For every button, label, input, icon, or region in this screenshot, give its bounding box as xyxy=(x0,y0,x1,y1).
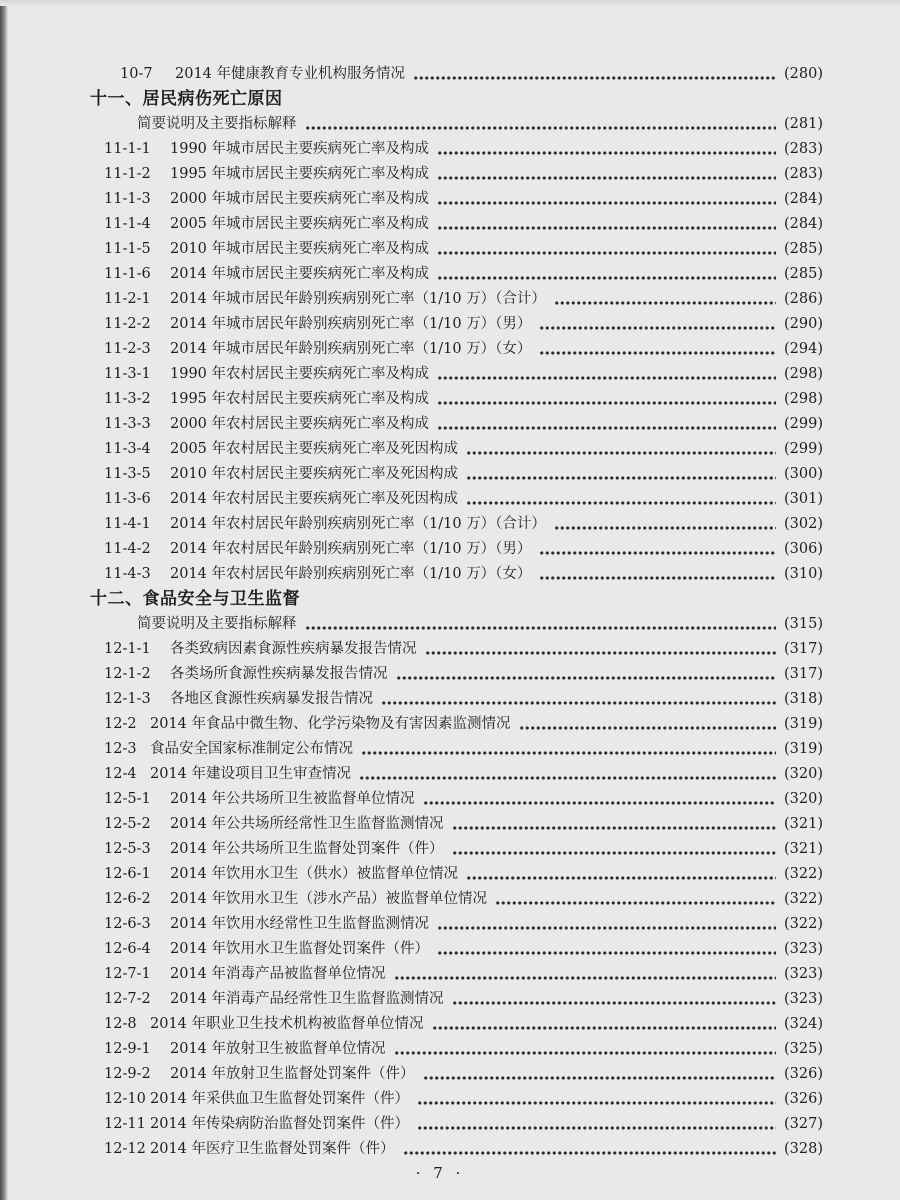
entry-number: 12-2 xyxy=(104,716,137,732)
entry-title: 2014 年城市居民年龄别疾病别死亡率（1/10 万）（女） xyxy=(170,341,532,357)
entry-title: 简要说明及主要指标解释 xyxy=(137,116,297,132)
entry-page: (321) xyxy=(784,841,823,857)
entry-number: 11-3-6 xyxy=(104,491,151,507)
entry-number: 11-1-1 xyxy=(104,141,151,157)
entry-title: 2014 年健康教育专业机构服务情况 xyxy=(175,66,406,82)
dot-leader xyxy=(417,1126,776,1130)
entry-number: 11-3-5 xyxy=(104,466,151,482)
entry-page: (322) xyxy=(784,916,823,932)
table-of-contents xyxy=(0,62,900,1162)
entry-page: (327) xyxy=(784,1116,823,1132)
entry-number: 11-1-4 xyxy=(104,216,151,232)
entry-title: 2000 年城市居民主要疾病死亡率及构成 xyxy=(170,191,430,207)
dot-leader xyxy=(466,501,776,505)
entry-number: 11-1-3 xyxy=(104,191,151,207)
toc-entry xyxy=(0,337,900,362)
entry-number: 12-5-2 xyxy=(104,816,151,832)
entry-number: 12-5-3 xyxy=(104,841,151,857)
toc-entry xyxy=(0,862,900,887)
dot-leader xyxy=(554,301,776,305)
entry-number: 10-7 xyxy=(120,66,153,82)
entry-number: 11-2-2 xyxy=(104,316,151,332)
entry-page: (299) xyxy=(784,416,823,432)
page-number: · 7 · xyxy=(415,1164,465,1182)
toc-entry xyxy=(0,237,900,262)
entry-title: 2014 年放射卫生被监督单位情况 xyxy=(170,1041,386,1057)
entry-title: 2010 年城市居民主要疾病死亡率及构成 xyxy=(170,241,430,257)
entry-title: 2014 年城市居民主要疾病死亡率及构成 xyxy=(170,266,430,282)
entry-page: (323) xyxy=(784,991,823,1007)
dot-leader xyxy=(466,476,776,480)
entry-number: 11-3-3 xyxy=(104,416,151,432)
entry-page: (284) xyxy=(784,191,823,207)
entry-number: 12-6-2 xyxy=(104,891,151,907)
entry-page: (285) xyxy=(784,241,823,257)
entry-title: 1995 年城市居民主要疾病死亡率及构成 xyxy=(170,166,430,182)
entry-page: (294) xyxy=(784,341,823,357)
entry-page: (285) xyxy=(784,266,823,282)
entry-page: (302) xyxy=(784,516,823,532)
entry-page: (323) xyxy=(784,966,823,982)
entry-title: 2014 年饮用水卫生（涉水产品）被监督单位情况 xyxy=(170,891,488,907)
toc-entry xyxy=(0,637,900,662)
entry-title: 各类致病因素食源性疾病暴发报告情况 xyxy=(170,641,417,657)
entry-title: 1990 年农村居民主要疾病死亡率及构成 xyxy=(170,366,430,382)
entry-title: 2014 年建设项目卫生审查情况 xyxy=(150,766,352,782)
dot-leader xyxy=(381,701,776,705)
entry-title: 2014 年农村居民年龄别疾病别死亡率（1/10 万）（女） xyxy=(170,566,532,582)
toc-entry xyxy=(0,787,900,812)
toc-entry xyxy=(0,737,900,762)
entry-page: (298) xyxy=(784,391,823,407)
dot-leader xyxy=(417,1101,776,1105)
toc-entry xyxy=(0,187,900,212)
entry-page: (317) xyxy=(784,666,823,682)
entry-page: (310) xyxy=(784,566,823,582)
entry-page: (328) xyxy=(784,1141,823,1157)
entry-number: 12-6-1 xyxy=(104,866,151,882)
entry-page: (326) xyxy=(784,1066,823,1082)
entry-number: 11-3-4 xyxy=(104,441,151,457)
dot-leader xyxy=(437,201,776,205)
dot-leader xyxy=(452,826,776,830)
entry-page: (318) xyxy=(784,691,823,707)
toc-entry xyxy=(0,612,900,637)
entry-title: 各地区食源性疾病暴发报告情况 xyxy=(170,691,373,707)
dot-leader xyxy=(305,626,777,630)
dot-leader xyxy=(437,176,776,180)
toc-entry xyxy=(0,112,900,137)
entry-page: (283) xyxy=(784,166,823,182)
entry-number: 12-11 xyxy=(104,1116,146,1132)
entry-page: (286) xyxy=(784,291,823,307)
entry-title: 2014 年放射卫生监督处罚案件（件） xyxy=(170,1066,415,1082)
entry-number: 12-10 xyxy=(104,1091,146,1107)
toc-entry xyxy=(0,1037,900,1062)
dot-leader xyxy=(495,901,776,905)
entry-title: 2014 年公共场所卫生监督处罚案件（件） xyxy=(170,841,444,857)
dot-leader xyxy=(466,876,776,880)
dot-leader xyxy=(361,751,776,755)
entry-title: 2014 年农村居民年龄别疾病别死亡率（1/10 万）（合计） xyxy=(170,516,546,532)
toc-entry xyxy=(0,912,900,937)
toc-entry xyxy=(0,937,900,962)
toc-entry xyxy=(0,987,900,1012)
dot-leader xyxy=(305,126,777,130)
dot-leader xyxy=(452,1001,776,1005)
toc-entry xyxy=(0,262,900,287)
toc-entry xyxy=(0,162,900,187)
toc-entry xyxy=(0,287,900,312)
section-heading xyxy=(0,587,900,612)
entry-page: (324) xyxy=(784,1016,823,1032)
entry-title: 食品安全国家标准制定公布情况 xyxy=(150,741,353,757)
entry-number: 11-4-3 xyxy=(104,566,151,582)
dot-leader xyxy=(452,851,776,855)
toc-entry xyxy=(0,762,900,787)
toc-entry xyxy=(0,687,900,712)
entry-title: 2014 年公共场所卫生被监督单位情况 xyxy=(170,791,415,807)
entry-number: 12-12 xyxy=(104,1141,146,1157)
dot-leader xyxy=(539,351,776,355)
entry-number: 12-3 xyxy=(104,741,137,757)
entry-number: 12-1-1 xyxy=(104,641,151,657)
entry-page: (315) xyxy=(784,616,823,632)
entry-title: 各类场所食源性疾病暴发报告情况 xyxy=(170,666,388,682)
toc-entry xyxy=(0,412,900,437)
entry-number: 11-4-1 xyxy=(104,516,151,532)
dot-leader xyxy=(519,726,776,730)
toc-entry xyxy=(0,662,900,687)
dot-leader xyxy=(359,776,776,780)
entry-page: (284) xyxy=(784,216,823,232)
dot-leader xyxy=(437,426,776,430)
dot-leader xyxy=(539,326,776,330)
dot-leader xyxy=(423,1076,776,1080)
entry-page: (323) xyxy=(784,941,823,957)
dot-leader xyxy=(394,976,776,980)
entry-title: 2014 年城市居民年龄别疾病别死亡率（1/10 万）（男） xyxy=(170,316,532,332)
dot-leader xyxy=(396,676,777,680)
toc-entry xyxy=(0,1062,900,1087)
entry-number: 12-7-1 xyxy=(104,966,151,982)
entry-number: 11-3-1 xyxy=(104,366,151,382)
dot-leader xyxy=(437,151,776,155)
entry-page: (319) xyxy=(784,741,823,757)
dot-leader xyxy=(554,526,776,530)
entry-number: 12-6-4 xyxy=(104,941,151,957)
dot-leader xyxy=(437,926,776,930)
dot-leader xyxy=(437,251,776,255)
toc-entry xyxy=(0,1087,900,1112)
dot-leader xyxy=(539,576,776,580)
section-heading xyxy=(0,87,900,112)
entry-title: 2014 年消毒产品被监督单位情况 xyxy=(170,966,386,982)
toc-entry xyxy=(0,362,900,387)
entry-title: 2005 年城市居民主要疾病死亡率及构成 xyxy=(170,216,430,232)
toc-entry xyxy=(0,887,900,912)
entry-page: (301) xyxy=(784,491,823,507)
entry-title: 2014 年饮用水卫生监督处罚案件（件） xyxy=(170,941,430,957)
dot-leader xyxy=(539,551,776,555)
entry-number: 11-4-2 xyxy=(104,541,151,557)
dot-leader xyxy=(403,1151,776,1155)
dot-leader xyxy=(423,801,776,805)
scan-top-shadow xyxy=(0,0,900,6)
dot-leader xyxy=(413,76,776,80)
entry-number: 11-1-6 xyxy=(104,266,151,282)
entry-title: 2014 年公共场所经常性卫生监督监测情况 xyxy=(170,816,444,832)
entry-title: 2014 年传染病防治监督处罚案件（件） xyxy=(150,1116,410,1132)
toc-entry xyxy=(0,512,900,537)
entry-title: 2014 年饮用水经常性卫生监督监测情况 xyxy=(170,916,430,932)
entry-title: 2014 年城市居民年龄别疾病别死亡率（1/10 万）（合计） xyxy=(170,291,546,307)
entry-number: 12-9-1 xyxy=(104,1041,151,1057)
entry-page: (322) xyxy=(784,891,823,907)
toc-entry xyxy=(0,1112,900,1137)
toc-entry xyxy=(0,312,900,337)
entry-number: 12-1-3 xyxy=(104,691,151,707)
entry-number: 12-8 xyxy=(104,1016,137,1032)
entry-number: 12-6-3 xyxy=(104,916,151,932)
toc-entry xyxy=(0,712,900,737)
dot-leader xyxy=(394,1051,776,1055)
entry-page: (325) xyxy=(784,1041,823,1057)
entry-page: (321) xyxy=(784,816,823,832)
dot-leader xyxy=(437,951,776,955)
entry-title: 2014 年职业卫生技术机构被监督单位情况 xyxy=(150,1016,424,1032)
toc-entry xyxy=(0,537,900,562)
entry-number: 12-7-2 xyxy=(104,991,151,1007)
dot-leader xyxy=(437,376,776,380)
toc-entry xyxy=(0,1012,900,1037)
entry-page: (320) xyxy=(784,766,823,782)
entry-page: (290) xyxy=(784,316,823,332)
entry-page: (281) xyxy=(784,116,823,132)
dot-leader xyxy=(437,226,776,230)
entry-title: 简要说明及主要指标解释 xyxy=(137,616,297,632)
entry-title: 2014 年采供血卫生监督处罚案件（件） xyxy=(150,1091,410,1107)
entry-title: 1990 年城市居民主要疾病死亡率及构成 xyxy=(170,141,430,157)
toc-entry xyxy=(0,437,900,462)
section-title: 十二、食品安全与卫生监督 xyxy=(90,589,300,609)
entry-page: (299) xyxy=(784,441,823,457)
toc-entry xyxy=(0,137,900,162)
entry-page: (317) xyxy=(784,641,823,657)
entry-title: 2010 年农村居民主要疾病死亡率及死因构成 xyxy=(170,466,459,482)
entry-title: 2014 年饮用水卫生（供水）被监督单位情况 xyxy=(170,866,459,882)
dot-leader xyxy=(466,451,776,455)
entry-number: 11-3-2 xyxy=(104,391,151,407)
toc-entry xyxy=(0,962,900,987)
entry-title: 2014 年农村居民年龄别疾病别死亡率（1/10 万）（男） xyxy=(170,541,532,557)
entry-page: (322) xyxy=(784,866,823,882)
entry-title: 2014 年消毒产品经常性卫生监督监测情况 xyxy=(170,991,444,1007)
toc-entry xyxy=(0,62,900,87)
entry-number: 11-2-1 xyxy=(104,291,151,307)
dot-leader xyxy=(437,401,776,405)
toc-entry xyxy=(0,487,900,512)
toc-entry xyxy=(0,462,900,487)
entry-title: 2014 年食品中微生物、化学污染物及有害因素监测情况 xyxy=(150,716,511,732)
entry-number: 12-9-2 xyxy=(104,1066,151,1082)
entry-number: 11-2-3 xyxy=(104,341,151,357)
entry-title: 2000 年农村居民主要疾病死亡率及构成 xyxy=(170,416,430,432)
dot-leader xyxy=(432,1026,776,1030)
entry-number: 11-1-5 xyxy=(104,241,151,257)
entry-number: 12-5-1 xyxy=(104,791,151,807)
entry-page: (319) xyxy=(784,716,823,732)
entry-number: 12-4 xyxy=(104,766,137,782)
dot-leader xyxy=(425,651,777,655)
toc-entry xyxy=(0,837,900,862)
entry-title: 1995 年农村居民主要疾病死亡率及构成 xyxy=(170,391,430,407)
entry-title: 2005 年农村居民主要疾病死亡率及死因构成 xyxy=(170,441,459,457)
toc-entry xyxy=(0,1137,900,1162)
entry-page: (306) xyxy=(784,541,823,557)
entry-title: 2014 年医疗卫生监督处罚案件（件） xyxy=(150,1141,395,1157)
toc-entry xyxy=(0,812,900,837)
entry-page: (326) xyxy=(784,1091,823,1107)
entry-number: 12-1-2 xyxy=(104,666,151,682)
entry-title: 2014 年农村居民主要疾病死亡率及死因构成 xyxy=(170,491,459,507)
entry-number: 11-1-2 xyxy=(104,166,151,182)
entry-page: (298) xyxy=(784,366,823,382)
entry-page: (280) xyxy=(784,66,823,82)
toc-entry xyxy=(0,212,900,237)
entry-page: (300) xyxy=(784,466,823,482)
dot-leader xyxy=(437,276,776,280)
toc-entry xyxy=(0,387,900,412)
entry-page: (320) xyxy=(784,791,823,807)
section-title: 十一、居民病伤死亡原因 xyxy=(90,89,283,109)
entry-page: (283) xyxy=(784,141,823,157)
toc-entry xyxy=(0,562,900,587)
